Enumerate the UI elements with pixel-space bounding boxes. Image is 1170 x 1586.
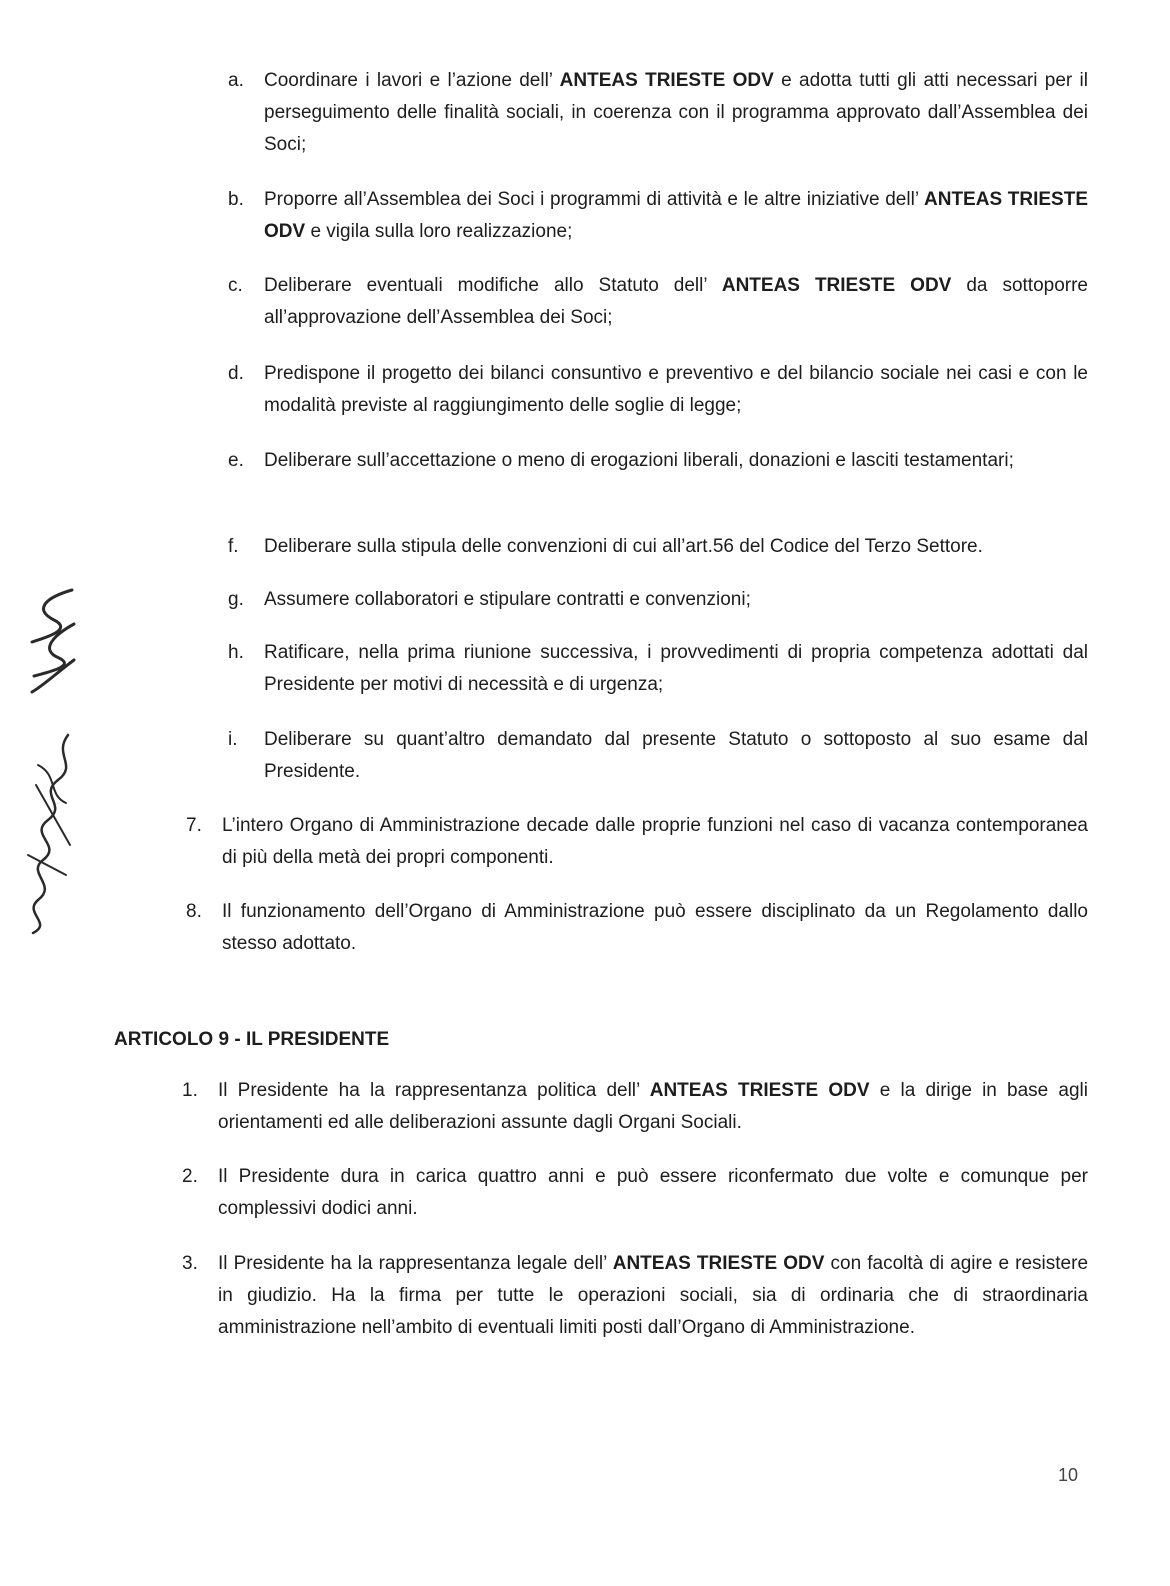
list-marker: c. [228,275,243,296]
org-name: ANTEAS TRIESTE ODV [559,70,774,91]
list-item-e: e. Deliberare sull’accettazione o meno di erogazioni liberali, donazioni e lasciti testamentari; [228,445,1088,477]
list-item-d: d. Predispone il progetto dei bilanci consuntivo e preventivo e del bilancio sociale nei casi e con le modalità previste al raggiungimento delle soglie di legge; [228,358,1088,422]
list-item-7: 7. L’intero Organo di Amministrazione decade dalle proprie funzioni nel caso di vacanza contemporanea di più della metà dei propri componenti. [186,810,1088,874]
list-marker: 7. [186,815,202,836]
list-marker: d. [228,363,244,384]
list-marker: 2. [182,1166,198,1187]
list-marker: h. [228,642,244,663]
list-item-8: 8. Il funzionamento dell’Organo di Amministrazione può essere disciplinato da un Regolamento dallo stesso adottato. [186,896,1088,960]
list-item-b: b. Proporre all’Assemblea dei Soci i programmi di attività e le altre iniziative dell’ ANTEAS TRIESTE ODV e vigila sulla loro realizzazione; [228,184,1088,248]
president-item-3: 3. Il Presidente ha la rappresentanza legale dell’ ANTEAS TRIESTE ODV con facoltà di agire e resistere in giudizio. Ha la firma per tutte le operazioni sociali, sia di ordinaria che di straordinaria amministrazione nell’ambito di eventuali limiti posti dall’Organo di Amministrazione. [182,1248,1088,1344]
org-name: ANTEAS TRIESTE ODV [264,189,1089,242]
org-name: ANTEAS TRIESTE ODV [721,275,952,296]
page-number: 10 [1058,1465,1079,1485]
org-name: ANTEAS TRIESTE ODV [649,1080,870,1101]
list-marker: 3. [182,1253,198,1274]
president-item-2: 2. Il Presidente dura in carica quattro anni e può essere riconfermato due volte e comunque per complessivi dodici anni. [182,1161,1088,1225]
list-marker: g. [228,589,244,610]
handwritten-signature [8,725,88,940]
list-item-i: i. Deliberare su quant’altro demandato dal presente Statuto o sottoposto al suo esame dal Presidente. [228,724,1088,788]
list-item-h: h. Ratificare, nella prima riunione successiva, i provvedimenti di propria competenza adottati dal Presidente per motivi di necessità e di urgenza; [228,637,1088,701]
list-item-f: f. Deliberare sulla stipula delle convenzioni di cui all’art.56 del Codice del Terzo Settore. [228,531,1088,563]
list-marker: a. [228,70,244,91]
list-marker: 1. [182,1080,198,1101]
initials-signature [14,580,84,700]
section-heading: ARTICOLO 9 - IL PRESIDENTE [114,1029,390,1050]
president-item-1: 1. Il Presidente ha la rappresentanza politica dell’ ANTEAS TRIESTE ODV e la dirige in base agli orientamenti ed alle deliberazioni assunte dagli Organi Sociali. [182,1075,1088,1139]
list-marker: b. [228,189,244,210]
list-item-c: c. Deliberare eventuali modifiche allo Statuto dell’ ANTEAS TRIESTE ODV da sottoporre all’approvazione dell’Assemblea dei Soci; [228,270,1088,334]
list-item-g: g. Assumere collaboratori e stipulare contratti e convenzioni; [228,584,1088,616]
list-marker: f. [228,536,239,557]
list-marker: e. [228,450,244,471]
org-name: ANTEAS TRIESTE ODV [612,1253,825,1274]
list-item-a: a. Coordinare i lavori e l’azione dell’ ANTEAS TRIESTE ODV e adotta tutti gli atti necessari per il perseguimento delle finalità sociali, in coerenza con il programma approvato dall’Assemblea dei Soci; [228,65,1088,161]
list-marker: 8. [186,901,202,922]
list-marker: i. [228,729,238,750]
